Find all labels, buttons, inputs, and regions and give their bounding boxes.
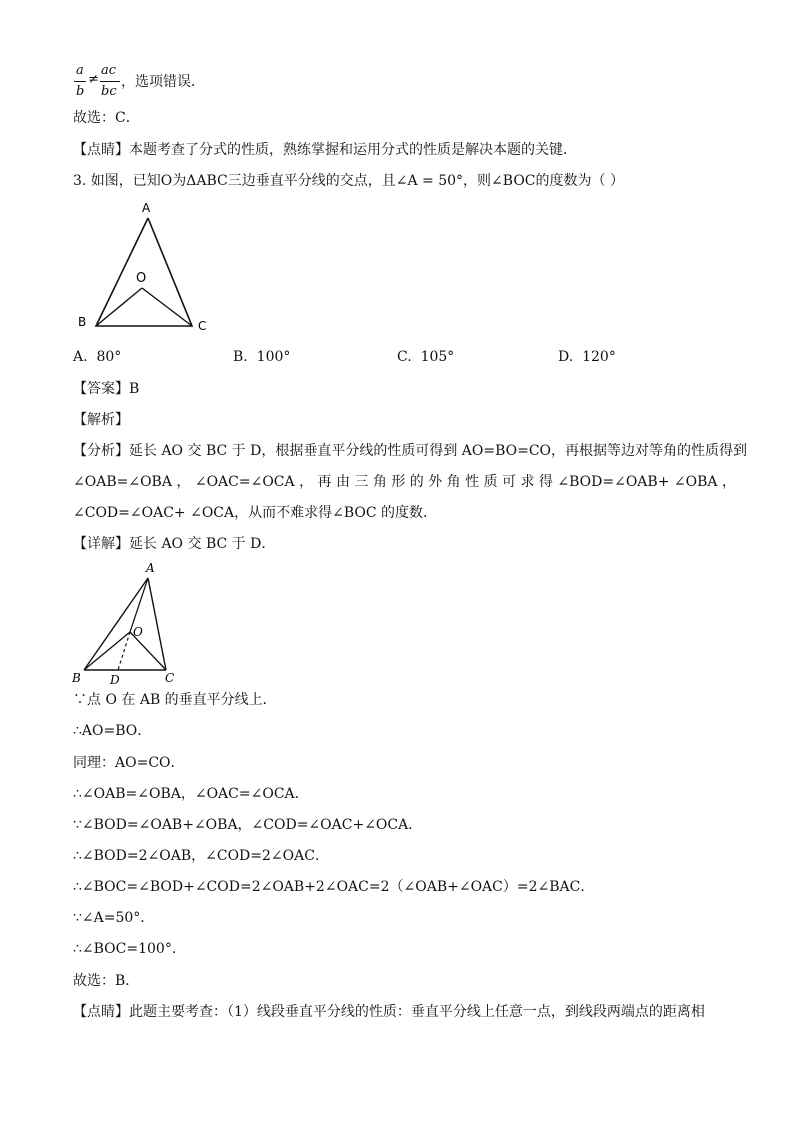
option-a-value: 80° <box>96 349 122 365</box>
fig1-label-a: A <box>142 201 151 215</box>
question-3: 3. 如图，已知O为ΔABC三边垂直平分线的交点，且∠A = 50°，则∠BOC的度数为（ ） <box>73 173 624 189</box>
option-d <box>558 349 616 365</box>
step-9: ∴∠BOC=100°． <box>73 941 186 957</box>
fraction-bar-1 <box>74 81 86 82</box>
triangle-figure-2 <box>70 558 190 688</box>
option-a <box>73 349 121 365</box>
step-6: ∴∠BOD=2∠OAB，∠COD=2∠OAC． <box>73 848 329 864</box>
fig2-label-o: O <box>133 625 143 639</box>
step-7: ∴∠BOC=∠BOD+∠COD=2∠OAB+2∠OAC=2（∠OAB+∠OAC）=2∠BAC． <box>73 879 595 895</box>
triangle-figure-1 <box>74 196 214 338</box>
fraction-bar-2 <box>100 81 120 82</box>
step-4: ∴∠OAB=∠OBA，∠OAC=∠OCA． <box>73 786 309 802</box>
detail-line: 【详解】延长 AO 交 BC 于 D． <box>73 536 276 552</box>
option-c-value: 105° <box>420 349 455 365</box>
fraction-denominator-1: b <box>76 84 85 99</box>
previous-comment: 【点睛】本题考查了分式的性质，熟练掌握和运用分式的性质是解决本题的关键． <box>73 142 577 158</box>
fig2-label-d: D <box>110 673 120 687</box>
fig2-label-a: A <box>146 561 155 575</box>
fig2-label-b: B <box>72 671 81 685</box>
previous-choice: 故选：C． <box>73 110 140 126</box>
comment-line: 【点睛】此题主要考查：（1）线段垂直平分线的性质：垂直平分线上任意一点，到线段两端点的距离相 <box>73 1004 705 1020</box>
step-1: ∵点 O 在 AB 的垂直平分线上． <box>73 692 277 708</box>
fig1-label-o: O <box>136 271 147 286</box>
option-c-label: C. <box>397 349 412 365</box>
fraction-numerator-2: ac <box>101 63 117 78</box>
analysis-title: 【解析】 <box>73 412 129 428</box>
option-b-label: B. <box>233 349 248 365</box>
option-d-label: D. <box>558 349 574 365</box>
option-b <box>233 349 290 365</box>
analysis-line-2: ∠OAB=∠OBA ， ∠OAC=∠OCA ， 再 由 三 角 形 的 外 角 性 质 可 求 得 ∠BOD=∠OAB+ ∠OBA ， <box>73 474 736 490</box>
fraction-suffix: ，选项错误． <box>121 74 205 90</box>
option-d-value: 120° <box>582 349 616 365</box>
not-equal-sign: ≠ <box>88 72 99 87</box>
option-b-value: 100° <box>256 349 291 365</box>
fraction-numerator-1: a <box>76 63 84 78</box>
fig1-label-c: C <box>198 319 207 333</box>
step-5: ∵∠BOD=∠OAB+∠OBA，∠COD=∠OAC+∠OCA． <box>73 817 423 833</box>
fig2-label-c: C <box>165 671 175 685</box>
option-c <box>397 349 454 365</box>
fig1-label-b: B <box>78 315 87 329</box>
analysis-line-3: ∠COD=∠OAC+ ∠OCA，从而不难求得∠BOC 的度数． <box>73 505 438 521</box>
option-a-label: A. <box>73 349 88 365</box>
fraction-denominator-2: bc <box>101 84 117 99</box>
step-10: 故选：B． <box>73 973 140 989</box>
analysis-line-1: 【分析】延长 AO 交 BC 于 D，根据垂直平分线的性质可得到 AO=BO=CO，再根据等边对等角的性质得到 <box>73 443 748 459</box>
step-3: 同理：AO=CO． <box>73 755 185 771</box>
step-8: ∵∠A=50°． <box>73 910 155 926</box>
step-2: ∴AO=BO． <box>73 723 152 739</box>
answer-line: 【答案】B <box>73 381 140 397</box>
